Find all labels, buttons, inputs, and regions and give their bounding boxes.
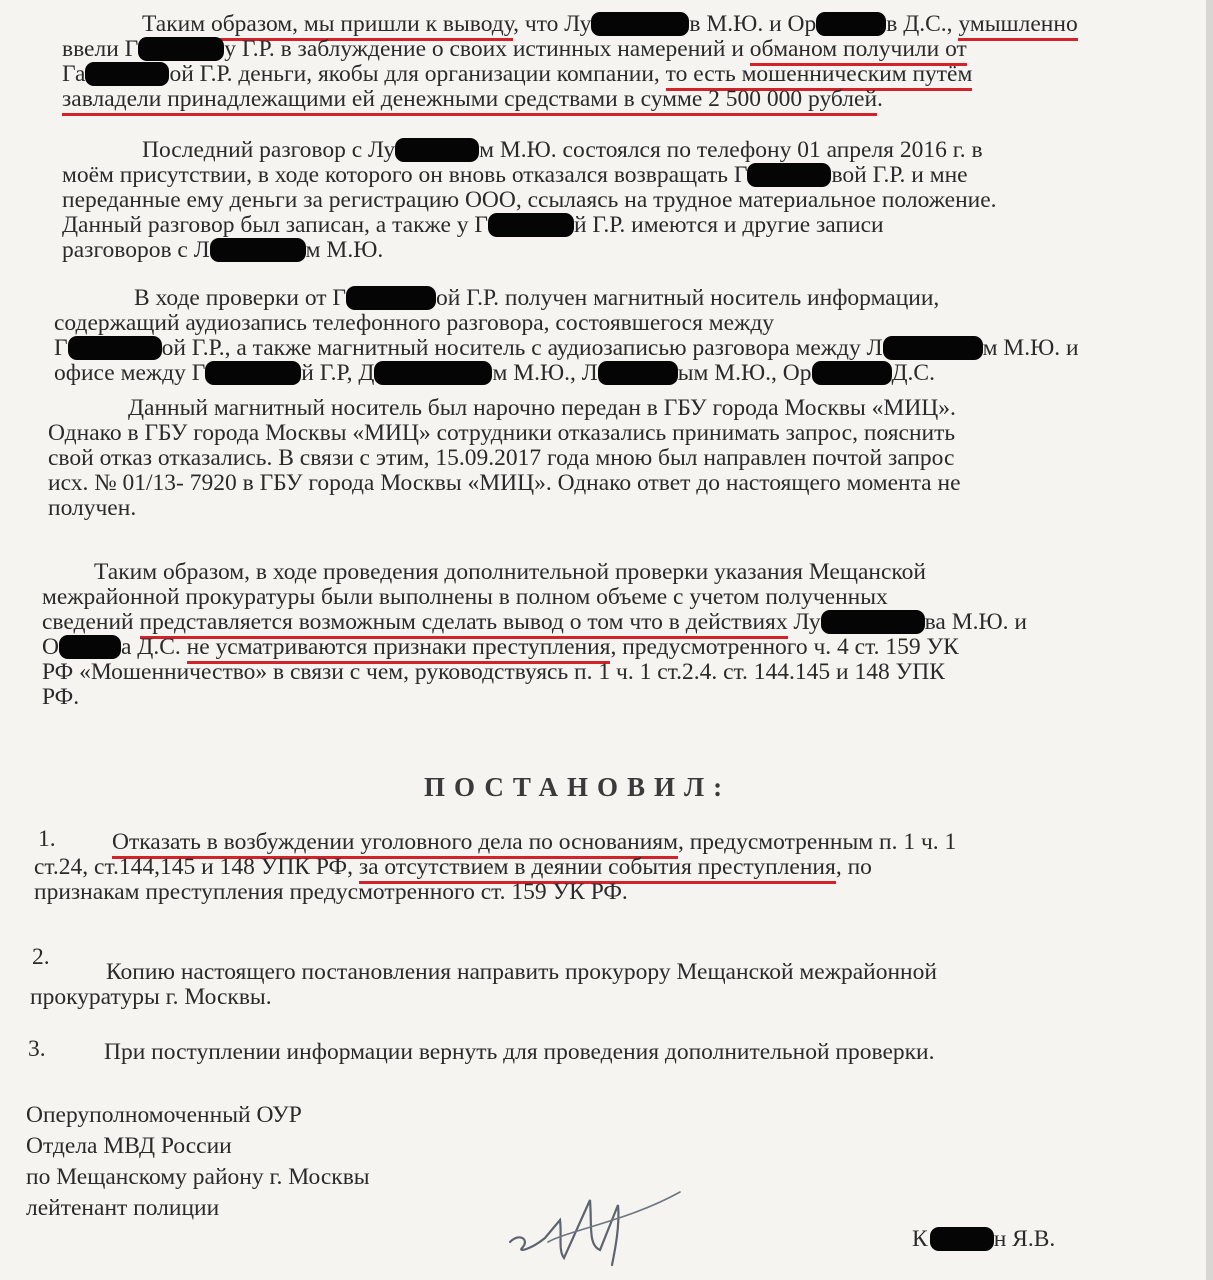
redaction-bar xyxy=(821,610,925,634)
resolution-item-1 xyxy=(34,830,1078,905)
text: м М.Ю. и xyxy=(982,335,1079,361)
item-number: 3. xyxy=(28,1036,46,1062)
text: офисе между Г xyxy=(54,360,206,386)
text: Д.С. xyxy=(891,360,935,386)
text: й Г.Р. имеются и другие записи xyxy=(573,212,884,238)
underlined-text: обманом получили от xyxy=(750,36,967,66)
redaction-bar xyxy=(59,635,121,659)
redaction-bar xyxy=(374,361,492,385)
text: сведений xyxy=(42,609,140,635)
paragraph-conclusion-2 xyxy=(42,560,1092,710)
text: ой Г.Р., а также магнитный носитель с аудиозаписью разговора между Л xyxy=(161,335,883,361)
paragraph-audio-carrier xyxy=(54,286,1100,386)
paragraph-conclusion-1 xyxy=(62,12,1110,112)
text: свой отказ отказались. В связи с этим, 15.09.2017 года мною был направлен почтой запрос xyxy=(48,445,955,471)
text: К xyxy=(912,1226,928,1252)
text: О xyxy=(42,634,59,660)
text: Копию настоящего постановления направить прокурору Мещанской межрайонной xyxy=(106,959,937,985)
text: Таким образом, в ходе проведения дополнительной проверки указания Мещанской xyxy=(94,559,926,585)
underlined-text: Таким образом, мы пришли к выводу xyxy=(142,11,513,41)
redaction-bar xyxy=(395,138,479,162)
text: ст.24, ст.144,145 и 148 УПК РФ, xyxy=(34,854,359,880)
redaction-bar xyxy=(138,37,224,61)
text: , по xyxy=(835,854,872,880)
text: а Д.С. xyxy=(120,634,187,660)
text: ой Г.Р. получен магнитный носитель информации, xyxy=(436,285,940,311)
redaction-bar xyxy=(812,361,892,385)
scan-edge xyxy=(1206,0,1213,1280)
text: РФ. xyxy=(42,684,80,710)
text: Последний разговор с Лу xyxy=(142,137,396,163)
paragraph-phone-call xyxy=(62,138,1106,263)
text: ввели Г xyxy=(62,36,139,62)
underlined-text: Отказать в возбуждении уголовного дела по основаниям xyxy=(112,829,678,859)
text: в Д.С., xyxy=(886,11,959,37)
signatory-title: Оперуполномоченный ОУР xyxy=(26,1102,302,1128)
text: вой Г.Р. и мне xyxy=(831,162,968,188)
text: межрайонной прокуратуры были выполнены в полном объеме с учетом полученных xyxy=(42,584,888,610)
text: м М.Ю. состоялся по телефону 01 апреля 2016 г. в xyxy=(479,137,983,163)
paragraph-mic-request xyxy=(48,396,1096,521)
redaction-bar xyxy=(205,361,301,385)
text: Га xyxy=(62,61,86,87)
item-number: 2. xyxy=(32,944,50,970)
signatory-rank: лейтенант полиции xyxy=(26,1195,220,1221)
text: При поступлении информации вернуть для проведения дополнительной проверки. xyxy=(104,1039,935,1065)
redaction-bar xyxy=(68,336,162,360)
resolution-heading: ПОСТАНОВИЛ: xyxy=(424,772,732,802)
text: м М.Ю., Л xyxy=(492,360,598,386)
text: у Г.Р. в заблуждение о своих истинных намерений и xyxy=(224,36,750,62)
text: , предусмотренным п. 1 ч. 1 xyxy=(677,829,957,855)
underlined-text: представляется возможным сделать вывод о том что в действиях xyxy=(140,609,788,639)
underlined-text: завладели принадлежащими ей денежными средствами в сумме 2 500 000 рублей xyxy=(62,86,877,116)
item-number: 1. xyxy=(38,826,56,852)
underlined-text: то есть мошенническим путём xyxy=(666,61,973,91)
redaction-bar xyxy=(816,12,886,36)
underlined-text: за отсутствием в деянии события преступления xyxy=(359,854,836,884)
text: РФ «Мошенничество» в связи с чем, руководствуясь п. 1 ч. 1 ст.2.4. ст. 144.145 и 148 УПК xyxy=(42,659,945,685)
signatory-department: Отдела МВД России xyxy=(26,1133,232,1159)
text: исх. № 01/13- 7920 в ГБУ города Москвы «МИЦ». Однако ответ до настоящего момента не xyxy=(48,470,961,496)
resolution-item-3 xyxy=(104,1040,1034,1065)
redaction-bar xyxy=(883,336,983,360)
text: м М.Ю. xyxy=(305,237,384,263)
text: В ходе проверки от Г xyxy=(134,285,346,311)
redaction-bar xyxy=(591,12,689,36)
text: Однако в ГБУ города Москвы «МИЦ» сотрудники отказались принимать запрос, пояснить xyxy=(48,420,956,446)
signatory-district: по Мещанскому району г. Москвы xyxy=(26,1164,370,1190)
redaction-bar xyxy=(85,62,169,86)
redaction-bar xyxy=(346,286,436,310)
text: содержащий аудиозапись телефонного разговора, состоявшегося между xyxy=(54,310,775,336)
signatory-block xyxy=(26,1100,370,1224)
text: получен. xyxy=(48,495,137,521)
text: й Г.Р, Д xyxy=(301,360,375,386)
redaction-bar xyxy=(210,238,306,262)
text: прокуратуры г. Москвы. xyxy=(30,984,272,1010)
resolution-item-2 xyxy=(30,960,1076,1010)
text: Данный магнитный носитель был нарочно передан в ГБУ города Москвы «МИЦ». xyxy=(128,395,956,421)
text: . xyxy=(877,86,883,112)
redaction-bar xyxy=(930,1227,994,1251)
text: ва М.Ю. и xyxy=(924,609,1027,635)
text: переданные ему деньги за регистрацию ООО, ссылаясь на трудное материальное положение. xyxy=(62,187,997,213)
signatory-name xyxy=(912,1226,1055,1253)
text: н Я.В. xyxy=(993,1226,1056,1252)
text: в М.Ю. и Ор xyxy=(689,11,817,37)
text: Данный разговор был записан, а также у Г xyxy=(62,212,488,238)
text: разговоров с Л xyxy=(62,237,210,263)
redaction-bar xyxy=(747,163,831,187)
underlined-text: умышленно xyxy=(958,11,1077,41)
text: Г xyxy=(54,335,68,361)
handwritten-signature xyxy=(500,1180,700,1270)
redaction-bar xyxy=(598,361,678,385)
underlined-text: не усматриваются признаки преступления xyxy=(187,634,611,664)
text: ым М.Ю., Ор xyxy=(677,360,812,386)
text: моём присутствии, в ходе которого он вновь отказался возвращать Г xyxy=(62,162,748,188)
text: ой Г.Р. деньги, якобы для организации компании, xyxy=(169,61,666,87)
text: признакам преступления предусмотренного ст. 159 УК РФ. xyxy=(34,879,628,905)
text: , что Лу xyxy=(513,11,592,37)
text: , предусмотренного ч. 4 ст. 159 УК xyxy=(610,634,959,660)
redaction-bar xyxy=(488,213,574,237)
text: Лу xyxy=(787,609,821,635)
